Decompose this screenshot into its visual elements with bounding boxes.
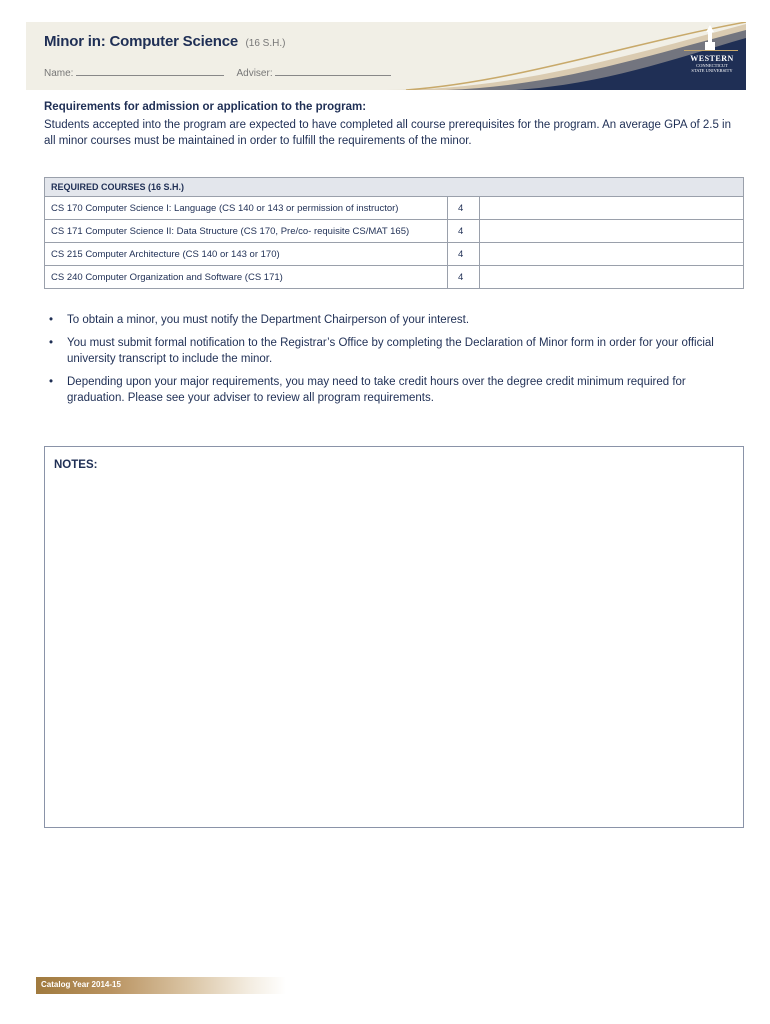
name-field[interactable] (76, 67, 224, 76)
info-bullet-list (44, 312, 734, 413)
name-label: Name: (44, 68, 74, 79)
bullet-icon: • (49, 376, 54, 388)
table-row (45, 197, 744, 220)
bullet-icon: • (49, 314, 54, 326)
required-courses-table (44, 177, 744, 289)
table-header-row (45, 178, 744, 197)
adviser-field[interactable] (275, 67, 391, 76)
course-credits: 4 (448, 197, 480, 220)
footer-bar (36, 977, 286, 994)
course-grade-cell[interactable] (480, 243, 744, 266)
adviser-label: Adviser: (236, 68, 273, 79)
list-item: • You must submit formal notification to the Registrar’s Office by completing the Declaration of Minor form in order for your official university transcript to include the minor. (49, 337, 714, 365)
course-grade-cell[interactable] (480, 197, 744, 220)
page-title: Minor in: Computer Science (44, 33, 238, 50)
catalog-year: Catalog Year 2014-15 (41, 980, 121, 989)
table-row (45, 266, 744, 289)
bullet-icon: • (49, 337, 54, 349)
course-name: CS 170 Computer Science I: Language (CS 140 or 143 or permission of instructor) (45, 197, 448, 220)
table-row (45, 220, 744, 243)
form-fields (44, 67, 391, 79)
table-row (45, 243, 744, 266)
requirements-heading: Requirements for admission or application to the program: (44, 101, 367, 113)
course-credits: 4 (448, 220, 480, 243)
page-header (26, 22, 746, 90)
list-item: • Depending upon your major requirements, you may need to take credit hours over the degree credit minimum required for graduation. Please see your adviser to review all program requirements. (49, 376, 686, 404)
notes-label: NOTES: (54, 459, 98, 471)
logo-text: WESTERN CONNECTICUT STATE UNIVERSITY (690, 54, 734, 73)
course-grade-cell[interactable] (480, 266, 744, 289)
course-name: CS 171 Computer Science II: Data Structure (CS 170, Pre/co- requisite CS/MAT 165) (45, 220, 448, 243)
list-item: • To obtain a minor, you must notify the Department Chairperson of your interest. (49, 314, 470, 326)
course-name: CS 215 Computer Architecture (CS 140 or 143 or 170) (45, 243, 448, 266)
requirements-text: Students accepted into the program are expected to have completed all course prerequisites for the program. An average GPA of 2.5 in all minor courses must be maintained in order to fulfill the requirements of the minor. (44, 119, 731, 147)
title-line (44, 33, 285, 51)
course-name: CS 240 Computer Organization and Software (CS 171) (45, 266, 448, 289)
course-credits: 4 (448, 243, 480, 266)
table-header: REQUIRED COURSES (16 S.H.) (45, 178, 744, 197)
credit-hours: (16 S.H.) (245, 38, 286, 49)
course-grade-cell[interactable] (480, 220, 744, 243)
notes-box[interactable] (44, 446, 744, 828)
course-credits: 4 (448, 266, 480, 289)
